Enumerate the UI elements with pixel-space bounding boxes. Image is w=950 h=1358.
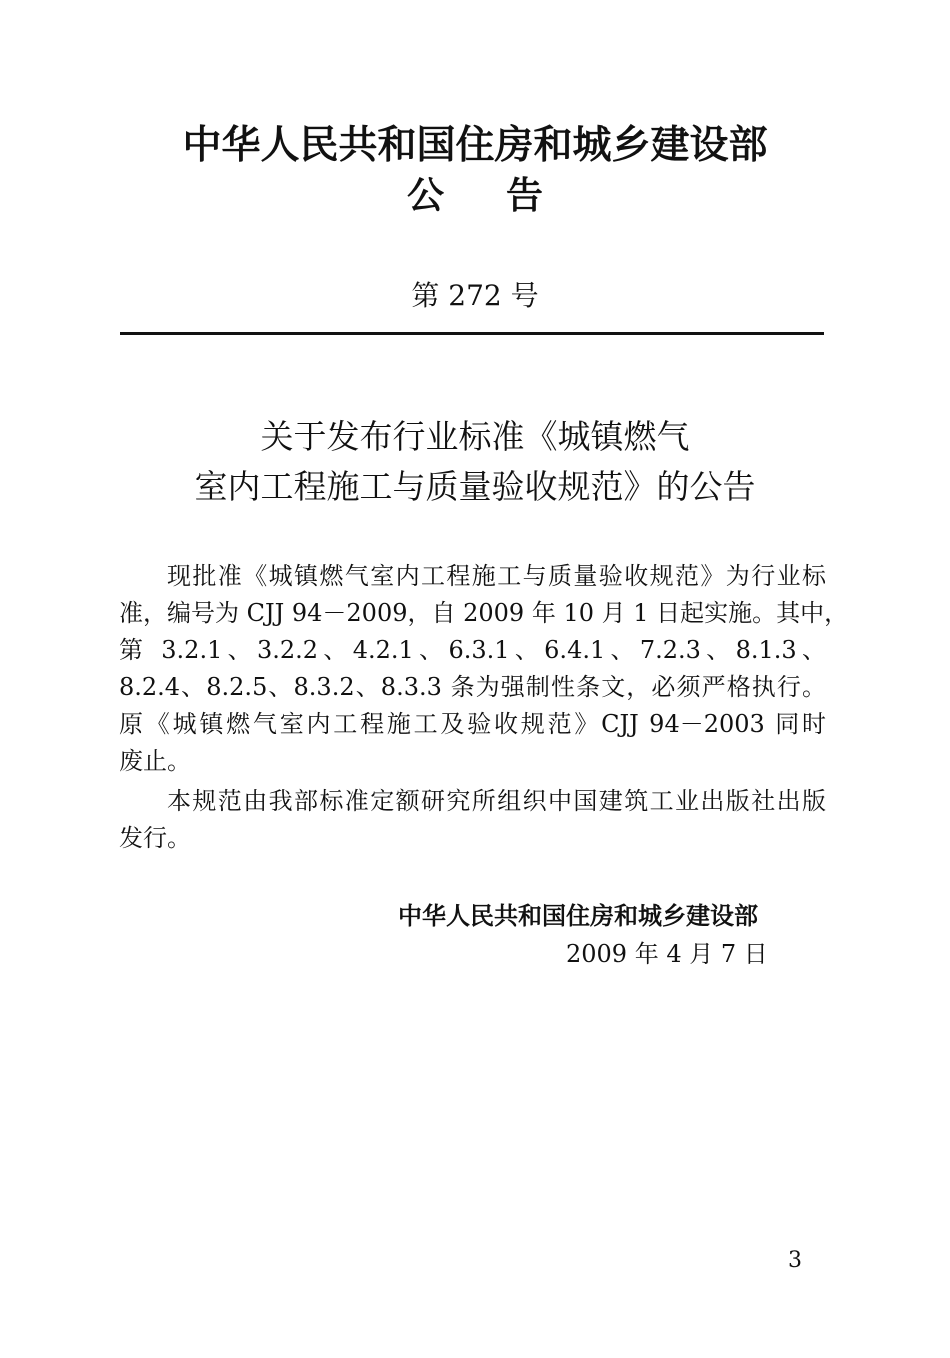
- issue-date: 2009 年 4 月 7 日: [566, 940, 768, 968]
- notice-number: 第 272 号: [411, 279, 539, 312]
- notice-char-gao: 告: [506, 174, 543, 217]
- body-paragraph-2: [119, 783, 826, 857]
- paragraph-line: 发行。: [119, 824, 191, 852]
- paragraph-line: 现批准《城镇燃气室内工程施工与质量验收规范》为行业标: [167, 562, 826, 590]
- announcement-title-line-1: 关于发布行业标准《城镇燃气: [260, 417, 690, 456]
- paragraph-line: 准，编号为 CJJ 94－2009，自 2009 年 10 月 1 日起实施。其中，: [119, 599, 849, 627]
- paragraph-line: 8.2.4、8.2.5、8.3.2、8.3.3 条为强制性条文，必须严格执行。: [119, 673, 826, 701]
- paragraph-line: 本规范由我部标准定额研究所组织中国建筑工业出版社出版: [167, 787, 826, 815]
- announcement-title-line-2: 室内工程施工与质量验收规范》的公告: [194, 467, 756, 506]
- paragraph-line: 原《城镇燃气室内工程施工及验收规范》CJJ 94－2003 同时: [119, 710, 826, 738]
- header-divider: [120, 332, 824, 335]
- paragraph-line: 废止。: [119, 747, 191, 775]
- body-paragraph-1: [119, 558, 849, 780]
- issuer-signature: 中华人民共和国住房和城乡建设部: [398, 902, 758, 930]
- ministry-heading: 中华人民共和国住房和城乡建设部: [182, 123, 768, 168]
- notice-heading: [0, 170, 950, 222]
- notice-char-gong: 公: [407, 174, 444, 217]
- page-number: 3: [788, 1248, 802, 1273]
- paragraph-line: 第 3.2.1、3.2.2、4.2.1、6.3.1、6.4.1、7.2.3、8.1.3、: [119, 636, 826, 664]
